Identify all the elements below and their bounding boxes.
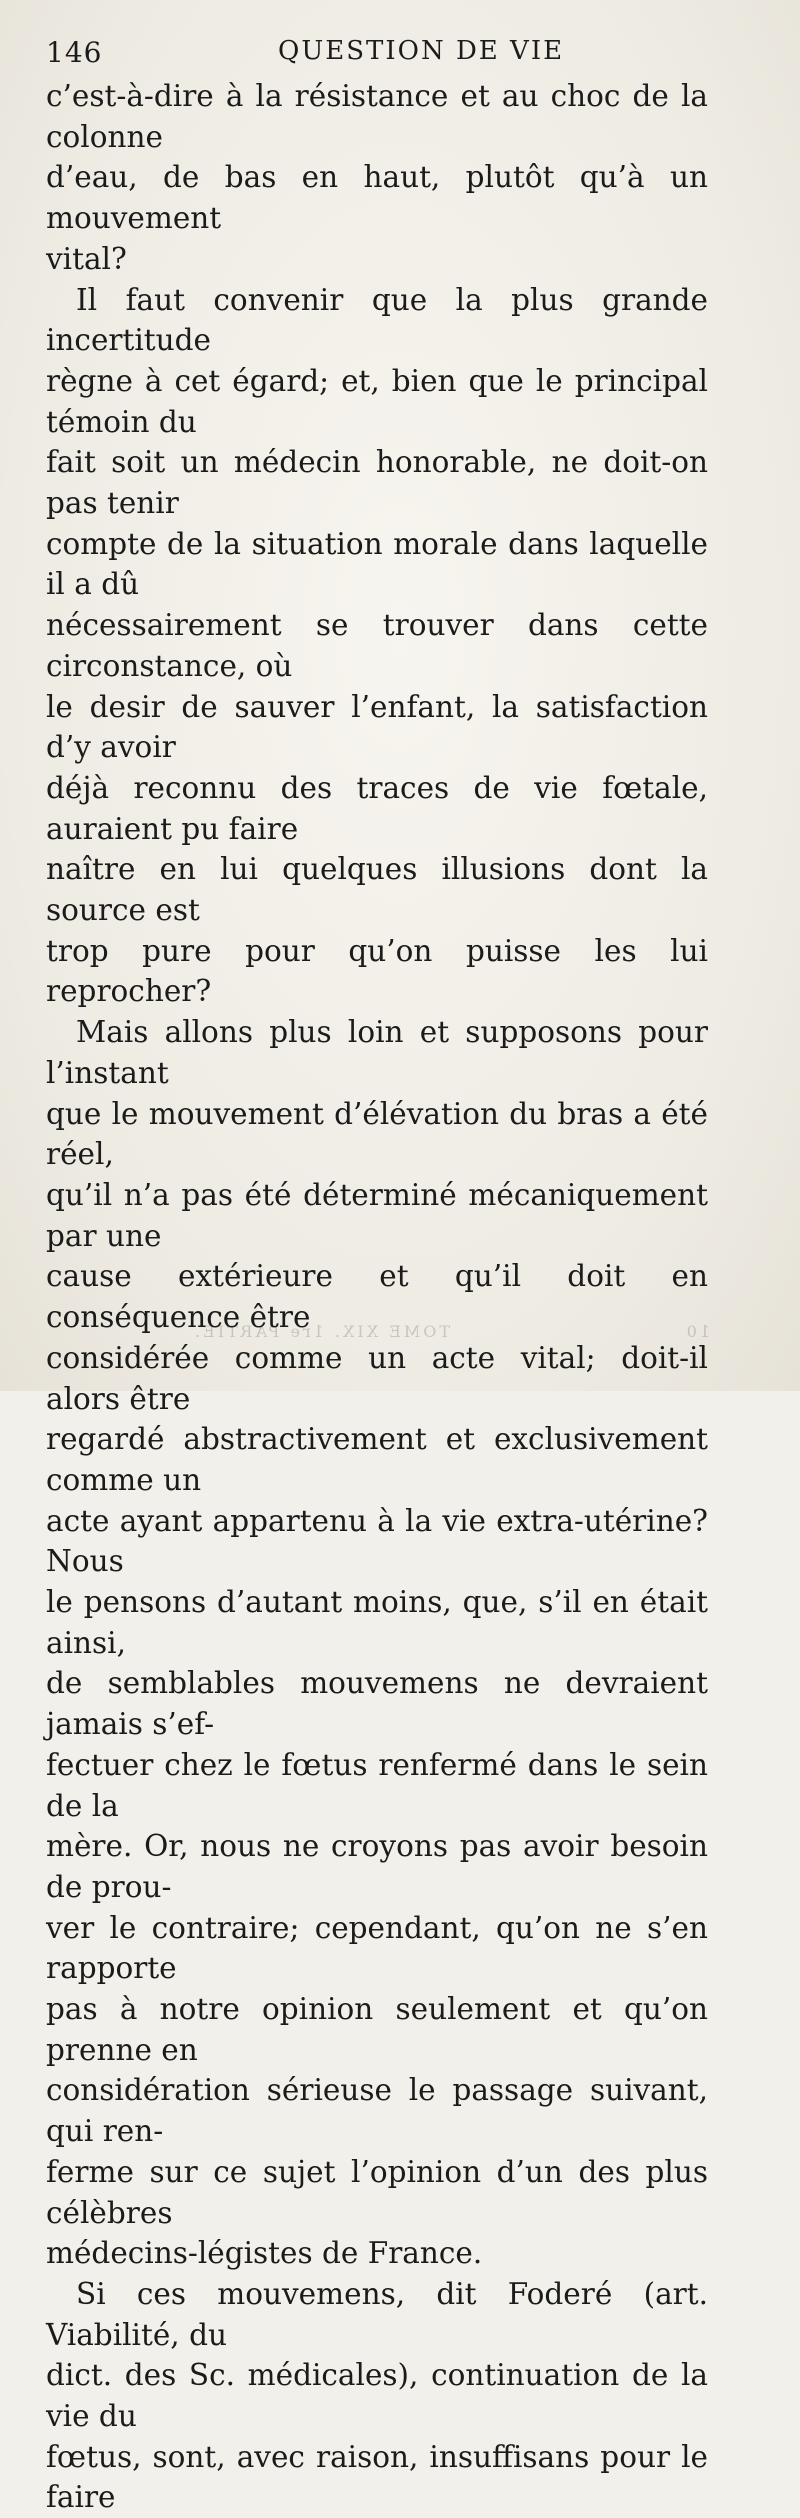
text-line: ferme sur ce sujet l’opinion d’un des plus célèbres — [46, 2154, 708, 2230]
text-line: de semblables mouvemens ne devraient jamais s’ef- — [46, 1666, 708, 1742]
text-line: Mais allons plus loin et supposons pour l’instant — [46, 1015, 708, 1090]
text-line: regardé abstractivement et exclusivement comme un — [46, 1422, 708, 1497]
text-line: d’eau, de bas en haut, plutôt qu’à un mouvement — [46, 160, 708, 236]
text-line: médecins-légistes de France. — [46, 2236, 483, 2271]
text-line: considération sérieuse le passage suivant, qui ren- — [46, 2073, 708, 2149]
text-line: dict. des Sc. médicales), continuation de la vie du — [46, 2358, 708, 2434]
text-line: vital? — [46, 241, 127, 276]
text-line: que le mouvement d’élévation du bras a été réel, — [46, 1096, 708, 1172]
bleed-through-footer — [110, 1322, 710, 1352]
text-line: trop pure pour qu’on puisse les lui reprocher? — [46, 933, 708, 1009]
bleed-footer-left: 10 — [683, 1322, 710, 1341]
text-line: fœtus, sont, avec raison, insuffisans pour le faire — [46, 2439, 708, 2515]
text-line: naître en lui quelques illusions dont la source est — [46, 852, 708, 928]
paragraph — [46, 1012, 708, 2274]
text-line: pas à notre opinion seulement et qu’on prenne en — [46, 1992, 708, 2067]
bleed-footer-right: TOME XIX. 1re PARTIE. — [192, 1322, 450, 1341]
text-line: ver le contraire; cependant, qu’on ne s’en rapporte — [46, 1910, 708, 1986]
page-number: 146 — [46, 36, 103, 69]
text-line: nécessairement se trouver dans cette circonstance, où — [46, 608, 708, 683]
text-line: le pensons d’autant moins, que, s’il en était ainsi, — [46, 1585, 708, 1660]
paragraph — [46, 280, 708, 1013]
page-header — [46, 36, 746, 76]
text-line: fait soit un médecin honorable, ne doit-on pas tenir — [46, 445, 708, 521]
text-line: cause extérieure et qu’il doit en conséquence être — [46, 1259, 708, 1335]
text-line: règne à cet égard; et, bien que le principal témoin du — [46, 363, 708, 439]
running-head: QUESTION DE VIE — [278, 36, 565, 66]
body-text — [46, 76, 708, 2518]
text-line: déjà reconnu des traces de vie fœtale, auraient pu faire — [46, 770, 708, 846]
text-line: le desir de sauver l’enfant, la satisfaction d’y avoir — [46, 689, 708, 765]
text-line: qu’il n’a pas été déterminé mécaniquement par une — [46, 1177, 708, 1253]
text-line: mère. Or, nous ne croyons pas avoir besoin de prou- — [46, 1829, 708, 1904]
text-line: c’est-à-dire à la résistance et au choc de la colonne — [46, 79, 708, 154]
text-line: compte de la situation morale dans laquelle il a dû — [46, 526, 708, 602]
text-line: Il faut convenir que la plus grande incertitude — [46, 282, 708, 358]
paragraph — [46, 76, 708, 280]
paragraph — [46, 2274, 708, 2518]
text-line: Si ces mouvemens, dit Foderé (art. Viabilité, du — [46, 2276, 708, 2352]
text-line: fectuer chez le fœtus renfermé dans le sein de la — [46, 1747, 708, 1823]
text-line: acte ayant appartenu à la vie extra-utérine? Nous — [46, 1503, 708, 1579]
text-line: considérée comme un acte vital; doit-il alors être — [46, 1340, 708, 1416]
